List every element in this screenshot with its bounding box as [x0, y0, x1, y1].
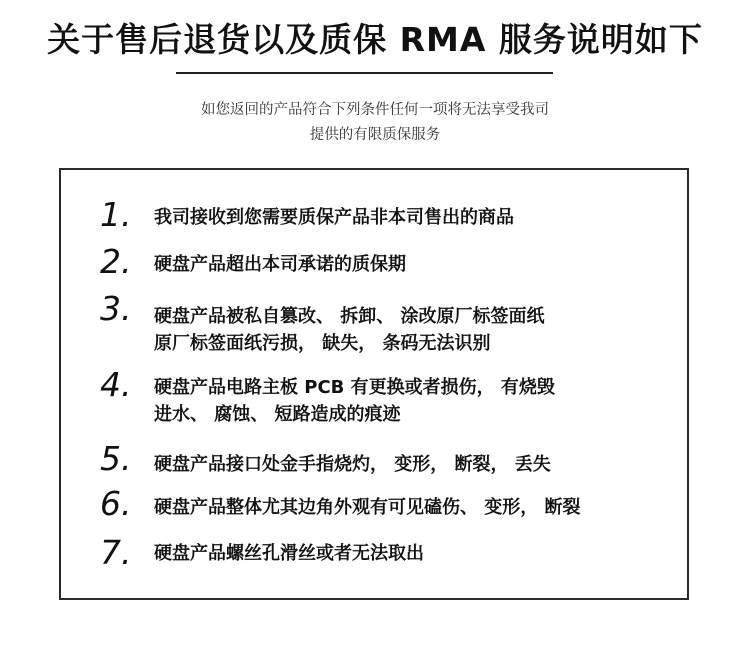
condition-number: 7.: [100, 533, 132, 572]
condition-text: 硬盘产品电路主板 PCB 有更换或者损伤， 有烧毁: [154, 377, 555, 398]
intro-line-2: 提供的有限质保服务: [309, 127, 441, 143]
condition-number: 4.: [100, 365, 132, 404]
intro-line-1: 如您返回的产品符合下列条件任何一项将无法享受我司: [201, 102, 549, 118]
condition-number: 5.: [100, 439, 132, 478]
title-underline: [176, 72, 553, 74]
condition-text: 硬盘产品接口处金手指烧灼， 变形， 断裂， 丢失: [154, 454, 551, 475]
condition-text: 硬盘产品超出本司承诺的质保期: [154, 254, 406, 275]
page-title: 关于售后退货以及质保 RMA 服务说明如下: [47, 20, 703, 59]
condition-text: 硬盘产品被私自篡改、 拆卸、 涂改原厂标签面纸: [154, 306, 545, 327]
condition-text: 硬盘产品螺丝孔滑丝或者无法取出: [154, 543, 424, 564]
condition-text: 进水、 腐蚀、 短路造成的痕迹: [154, 404, 401, 425]
condition-number: 2.: [100, 242, 132, 281]
condition-text: 我司接收到您需要质保产品非本司售出的商品: [154, 207, 514, 228]
condition-number: 3.: [100, 289, 132, 328]
condition-text: 硬盘产品整体尤其边角外观有可见磕伤、 变形， 断裂: [154, 497, 581, 518]
condition-text: 原厂标签面纸污损， 缺失， 条码无法识别: [154, 333, 491, 354]
condition-number: 6.: [100, 484, 132, 523]
condition-number: 1.: [100, 195, 132, 234]
